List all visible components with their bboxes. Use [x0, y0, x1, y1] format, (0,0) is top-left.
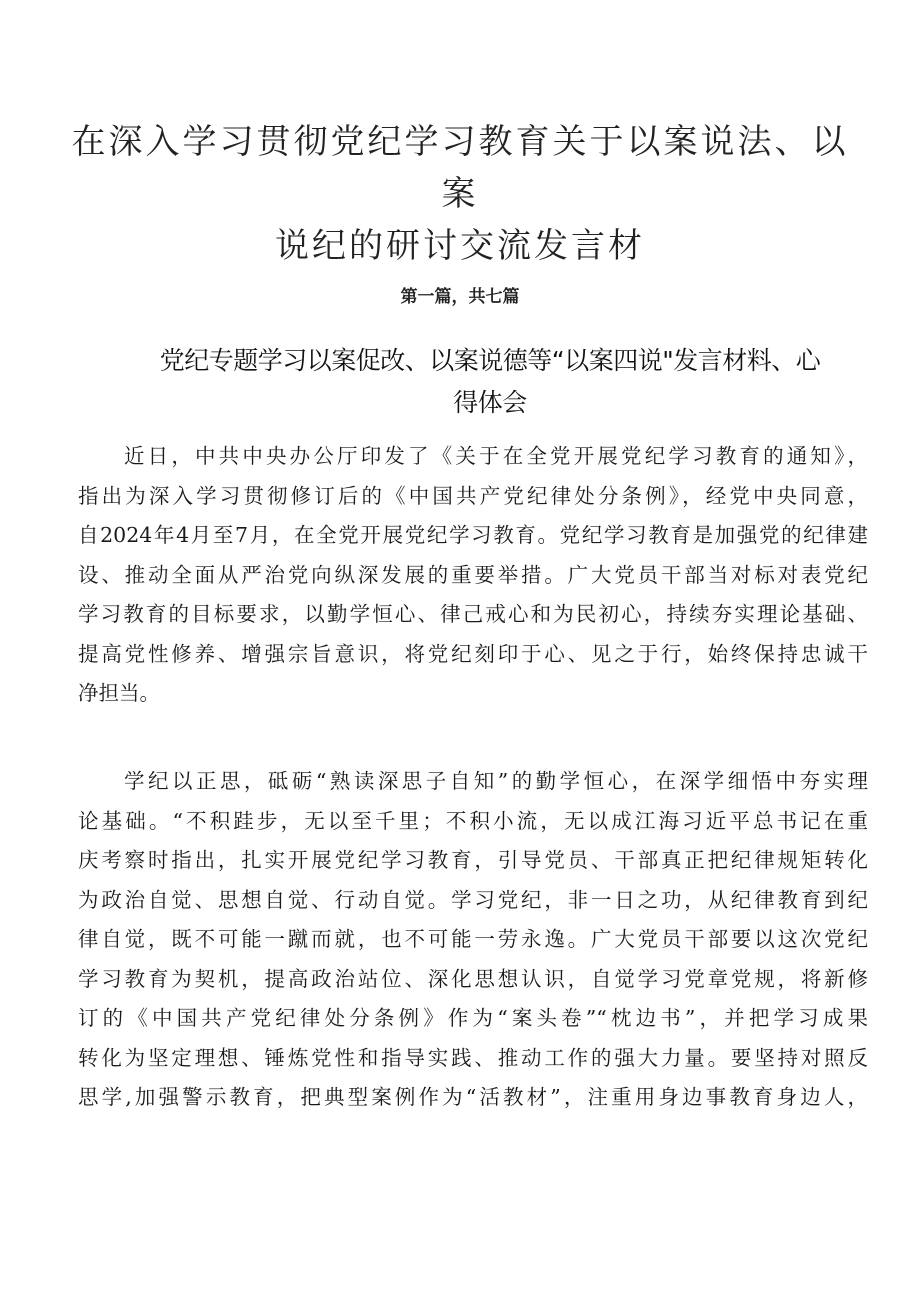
body-paragraph: [78, 762, 868, 1118]
paragraph-line: 学习教育的目标要求，以勤学恒心、律己戒心和为民初心，持续夯实理论基础、: [78, 602, 868, 626]
paragraph-line: 近日，中共中央办公厅印发了《关于在全党开展党纪学习教育的通知》，: [124, 444, 868, 468]
part-label: 第一篇，共七篇: [400, 287, 520, 307]
paragraph-line: 为政治自觉、思想自觉、行动自觉。学习党纪，非一日之功，从纪律教育到纪: [78, 887, 868, 912]
paragraph-line: 思学,加强警示教育，把典型案例作为“活教材”，注重用身边事教育身边人，: [78, 1085, 868, 1109]
paragraph-line: 订的《中国共产党纪律处分条例》作为“案头卷”“枕边书”，并把学习成果: [78, 1006, 868, 1030]
section-heading-line: 得体会: [453, 388, 527, 417]
paragraph-line: 转化为坚定理想、锤炼党性和指导实践、推动工作的强大力量。要坚持对照反: [78, 1045, 868, 1070]
paragraph-line: 自2024年4月至7月，在全党开展党纪学习教育。党纪学习教育是加强党的纪律建: [78, 523, 868, 547]
document-title: [70, 116, 850, 272]
body-paragraph: [78, 437, 868, 714]
paragraph-line: 学纪以正思，砥砺“熟读深思子自知”的勤学恒心，在深学细悟中夯实理: [124, 769, 868, 793]
paragraph-line: 提高党性修养、增强宗旨意识，将党纪刻印于心、见之于行，始终保持忠诚干: [78, 641, 868, 666]
paragraph-line: 律自觉，既不可能一蹴而就，也不可能一劳永逸。广大党员干部要以这次党纪: [78, 927, 868, 951]
paragraph-line: 净担当。: [78, 681, 160, 705]
section-heading: [100, 340, 880, 424]
paragraph-line: 指出为深入学习贯彻修订后的《中国共产党纪律处分条例》，经党中央同意，: [78, 483, 868, 508]
document-title-line: 在深入学习贯彻党纪学习教育关于以案说法、以案: [71, 122, 849, 214]
paragraph-line: 庆考察时指出，扎实开展党纪学习教育，引导党员、干部真正把纪律规矩转化: [78, 848, 868, 872]
paragraph-line: 学习教育为契机，提高政治站位、深化思想认识，自觉学习党章党规，将新修: [78, 966, 868, 991]
paragraph-line: 论基础。“不积跬步，无以至千里；不积小流，无以成江海习近平总书记在重: [78, 808, 868, 833]
paragraph-line: 设、推动全面从严治党向纵深发展的重要举措。广大党员干部当对标对表党纪: [78, 562, 868, 587]
section-heading-line: 党纪专题学习以案促改、以案说德等“以案四说"发言材料、心: [159, 346, 821, 375]
document-title-line: 说纪的研讨交流发言材: [275, 226, 645, 266]
